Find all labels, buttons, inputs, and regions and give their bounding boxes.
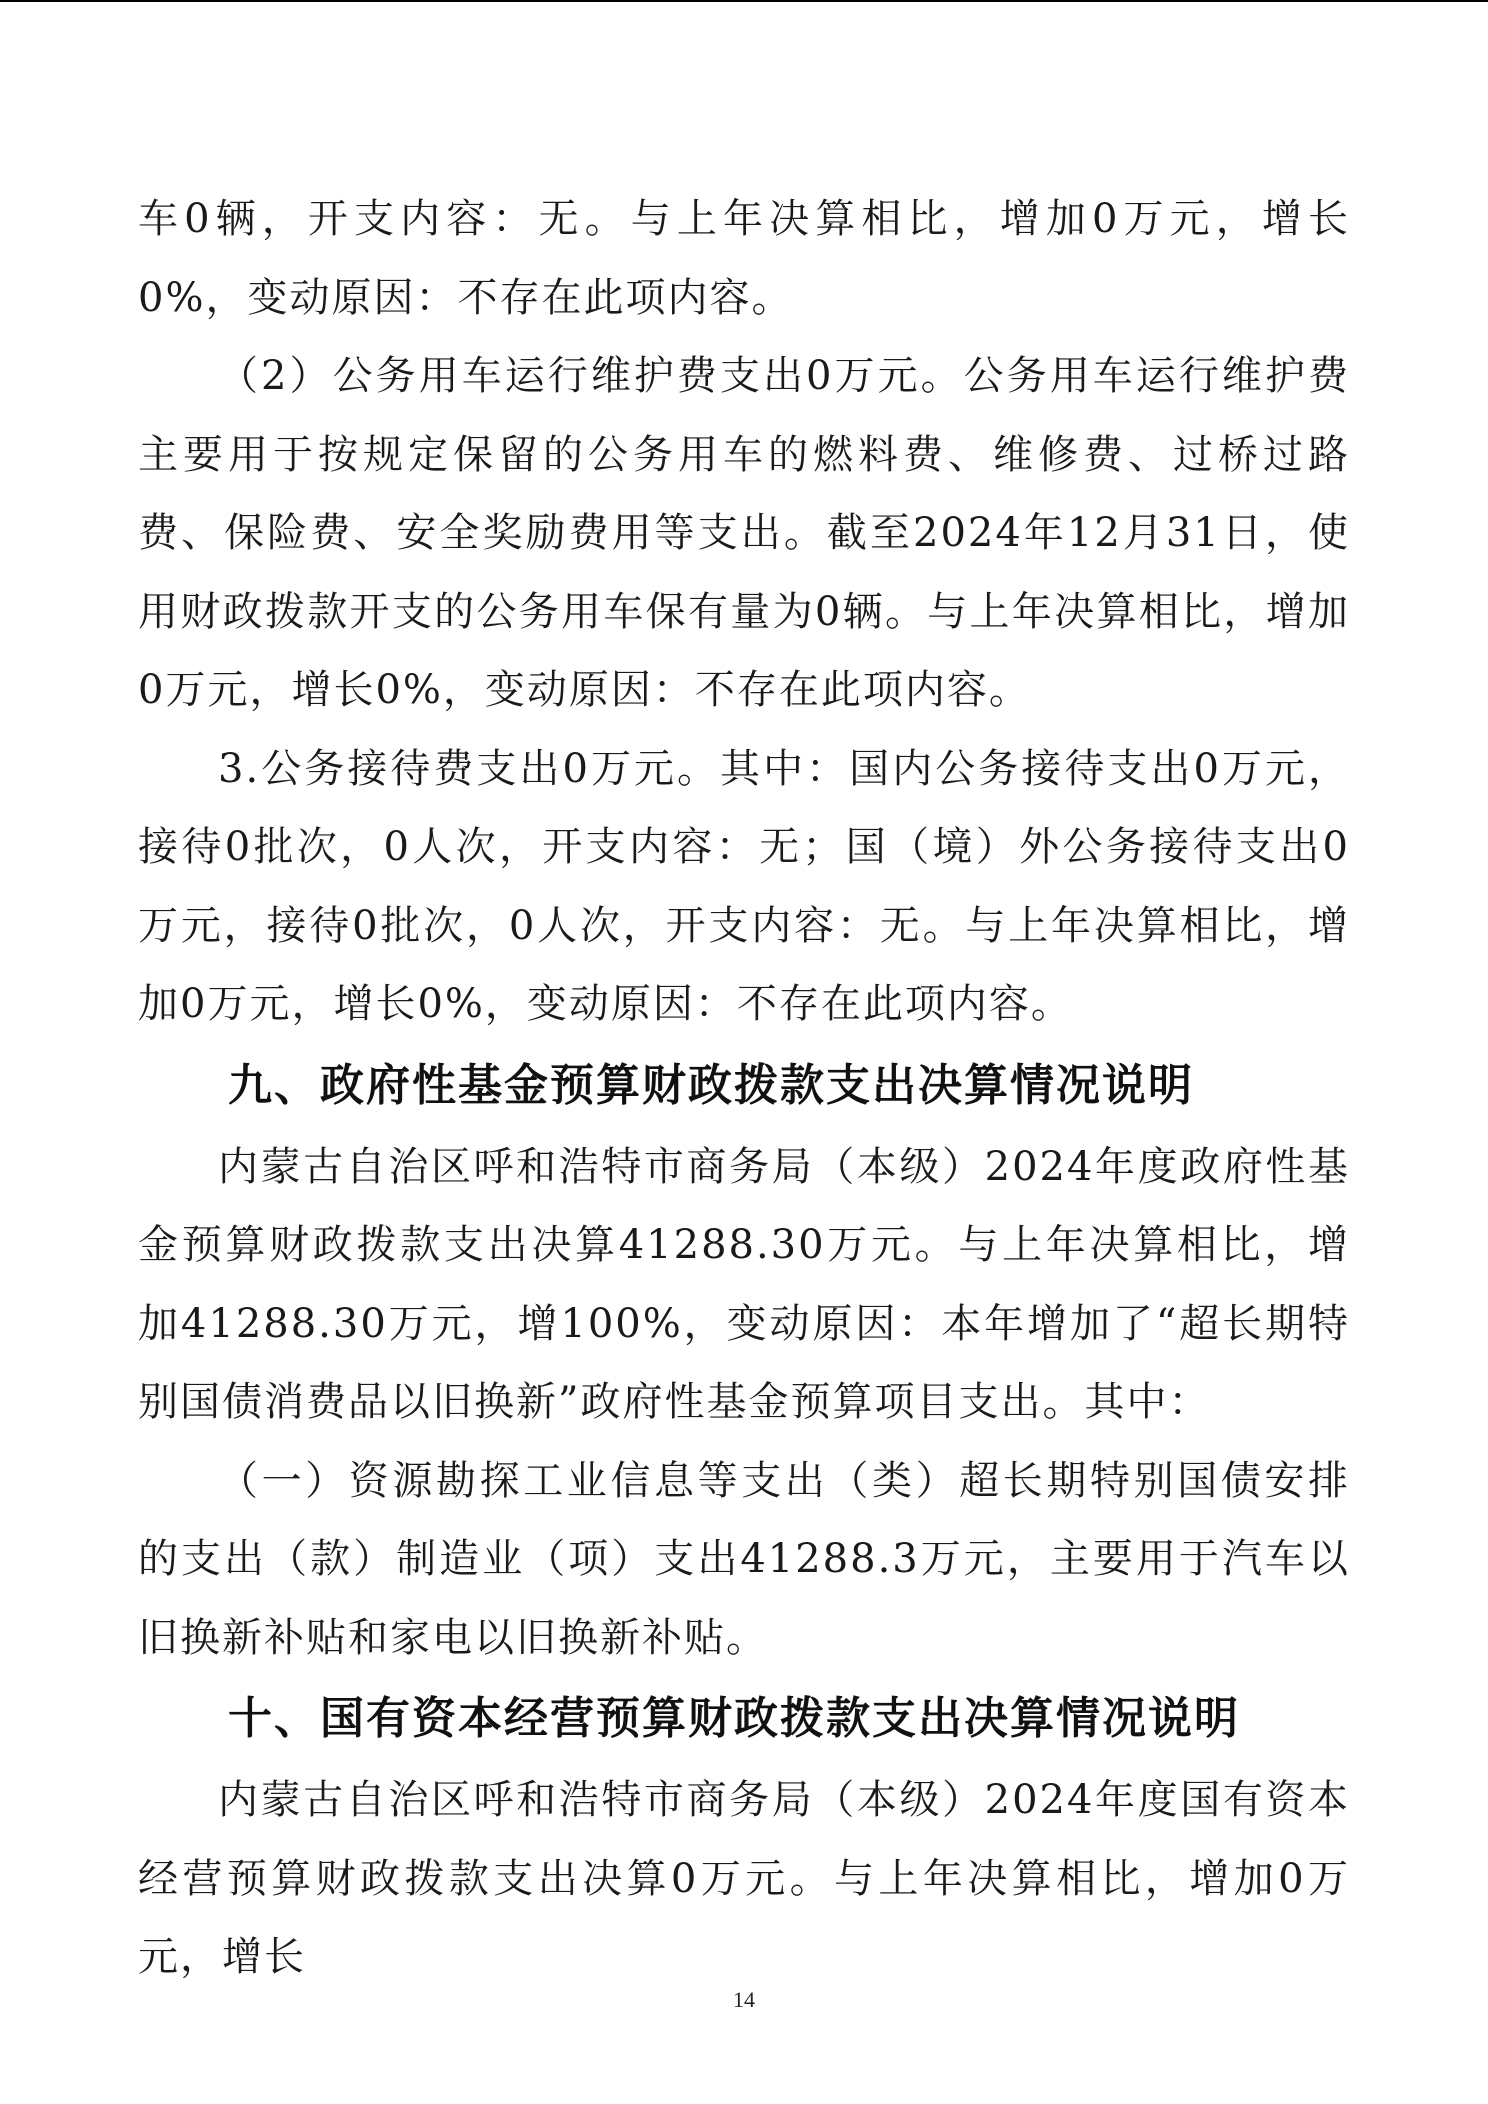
paragraph-government-fund-summary: 内蒙古自治区呼和浩特市商务局（本级）2024年度政府性基金预算财政拨款支出决算41288.30万元。与上年决算相比，增加41288.30万元，增100%，变动原因：本年增加了“超长期特别国债消费品以旧换新”政府性基金预算项目支出。其中： (138, 1143, 1350, 1425)
section-heading-government-fund: 九、政府性基金预算财政拨款支出决算情况说明 (228, 1059, 1194, 1111)
paragraph-vehicle-purchase-tail: 车0辆，开支内容：无。与上年决算相比，增加0万元，增长0%，变动原因：不存在此项内容。 (138, 196, 1350, 321)
document-body (138, 180, 1350, 1997)
section-heading-state-capital: 十、国有资本经营预算财政拨款支出决算情况说明 (228, 1693, 1240, 1744)
paragraph-vehicle-maintenance: （2）公务用车运行维护费支出0万元。公务用车运行维护费主要用于按规定保留的公务用车的燃料费、维修费、过桥过路费、保险费、安全奖励费用等支出。截至2024年12月31日，使用财政拨款开支的公务用车保有量为0辆。与上年决算相比，增加0万元，增长0%，变动原因：不存在此项内容。 (138, 353, 1350, 713)
paragraph-state-capital-summary: 内蒙古自治区呼和浩特市商务局（本级）2024年度国有资本经营预算财政拨款支出决算0万元。与上年决算相比，增加0万元，增长 (138, 1777, 1350, 1980)
paragraph-official-reception: 3.公务接待费支出0万元。其中：国内公务接待支出0万元，接待0批次，0人次，开支内容：无；国（境）外公务接待支出0万元，接待0批次，0人次，开支内容：无。与上年决算相比，增加0万元，增长0%，变动原因：不存在此项内容。 (138, 745, 1350, 1027)
page-number: 14 (733, 1987, 755, 2012)
paragraph-government-fund-detail: （一）资源勘探工业信息等支出（类）超长期特别国债安排的支出（款）制造业（项）支出41288.3万元，主要用于汽车以旧换新补贴和家电以旧换新补贴。 (138, 1457, 1350, 1661)
top-border-line (0, 0, 1488, 2)
